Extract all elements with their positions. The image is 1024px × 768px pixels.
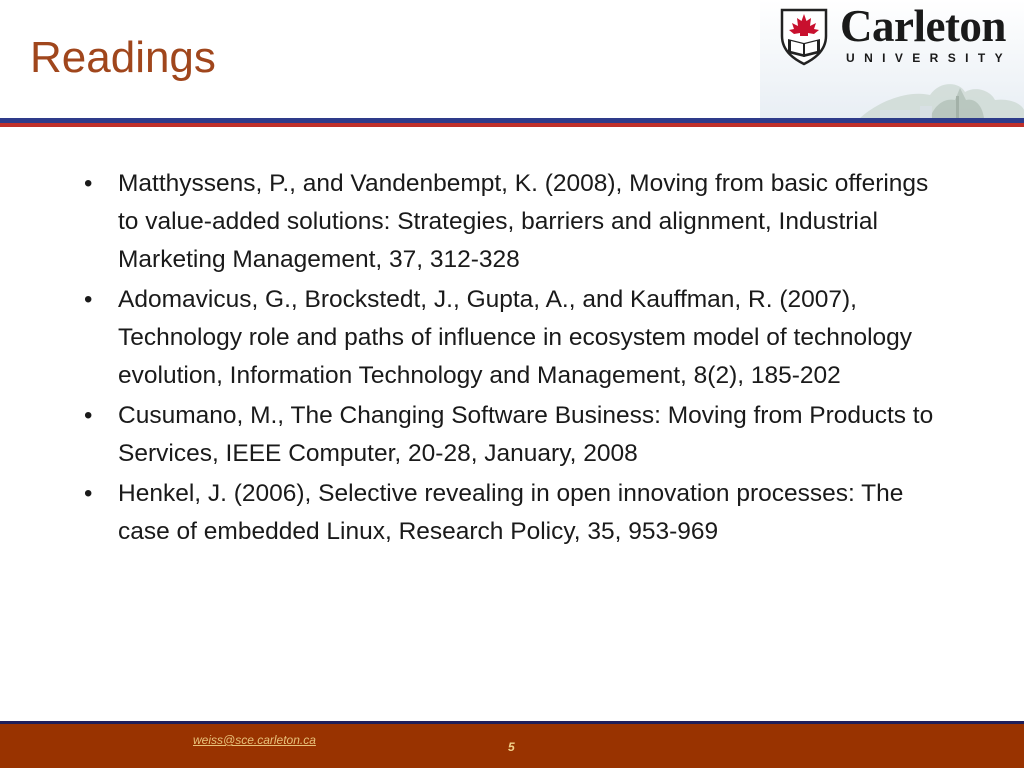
reference-text: Cusumano, M., The Changing Software Business: Moving from Products to Services, IEEE Computer, 20-28, January, 2008 (118, 402, 934, 467)
slide-title: Readings (30, 33, 216, 82)
bullet-icon: • (84, 480, 93, 507)
reference-item (78, 281, 948, 395)
reference-text: Henkel, J. (2006), Selective revealing in open innovation processes: The case of embedded Linux, Research Policy, 35, 953-969 (118, 480, 904, 545)
bullet-icon: • (84, 402, 93, 429)
university-subword: UNIVERSITY (846, 51, 1013, 65)
reference-item (78, 397, 948, 473)
header-divider-accent (0, 123, 1024, 127)
page-number: 5 (508, 740, 515, 754)
maple-leaf-shield-icon (780, 8, 828, 66)
reference-text: Matthyssens, P., and Vandenbempt, K. (2008), Moving from basic offerings to value-added solutions: Strategies, barriers and alignment, Industrial Marketing Management, 37, 312-328 (118, 170, 929, 273)
reference-text: Adomavicus, G., Brockstedt, J., Gupta, A., and Kauffman, R. (2007), Technology role and paths of influence in ecosystem model of technology evolution, Information Technology and Management, 8(2), 185-202 (118, 286, 913, 389)
reference-item (78, 165, 948, 279)
bullet-icon: • (84, 286, 93, 313)
university-wordmark: Carleton (840, 1, 1006, 51)
bullet-icon: • (84, 170, 93, 197)
footer-email-link[interactable]: weiss@sce.carleton.ca (193, 733, 316, 747)
references-list (78, 165, 948, 553)
carleton-logo (760, 0, 1024, 120)
reference-item (78, 475, 948, 551)
